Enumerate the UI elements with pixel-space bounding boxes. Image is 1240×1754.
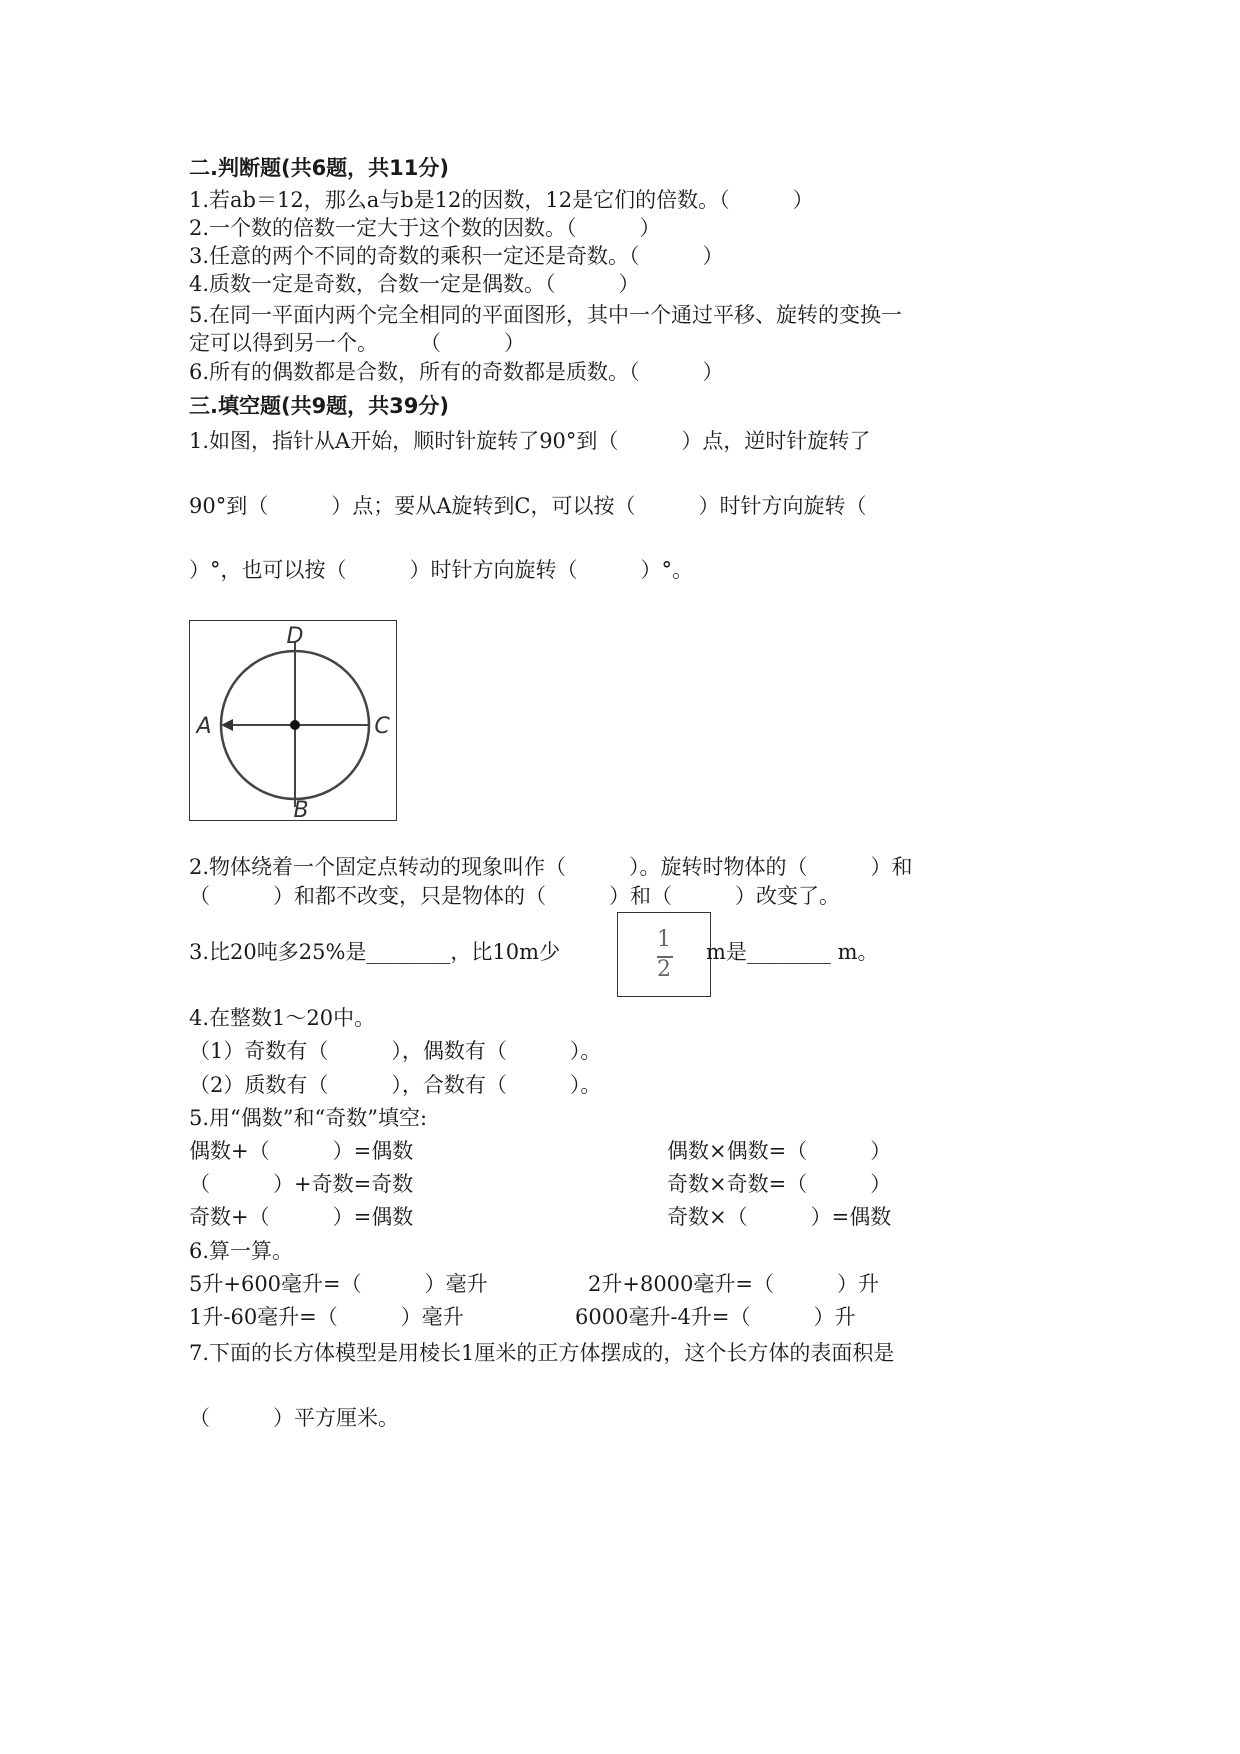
judge-item-2: 2.一个数的倍数一定大于这个数的因数。（ ） <box>189 216 661 240</box>
fill-q2-line2: （ ）和都不改变，只是物体的（ ）和（ ）改变了。 <box>189 884 840 908</box>
judge-item-4: 4.质数一定是奇数，合数一定是偶数。（ ） <box>189 272 640 296</box>
fill-q6-left-1: 5升+600毫升=（ ）毫升 <box>189 1272 488 1296</box>
fill-q5-right-2: 奇数×奇数=（ ） <box>667 1172 892 1196</box>
fraction-box <box>617 912 711 997</box>
fill-q5-left-2: （ ）+奇数=奇数 <box>189 1172 414 1196</box>
circle-figure <box>189 620 397 821</box>
fill-q1-line3: ）°，也可以按（ ）时针方向旋转（ ）°。 <box>189 558 693 582</box>
fill-q4-part2: （2）质数有（ ），合数有（ ）。 <box>189 1073 602 1097</box>
label-d: D <box>286 624 304 649</box>
fill-q6-left-2: 1升-60毫升=（ ）毫升 <box>189 1305 464 1329</box>
fraction-numerator: 1 <box>657 927 671 952</box>
judge-item-3: 3.任意的两个不同的奇数的乘积一定还是奇数。（ ） <box>189 244 724 268</box>
judge-item-5-line1: 5.在同一平面内两个完全相同的平面图形，其中一个通过平移、旋转的变换一 <box>189 303 903 327</box>
center-dot <box>290 720 300 730</box>
fill-q2-line1: 2.物体绕着一个固定点转动的现象叫作（ ）。旋转时物体的（ ）和 <box>189 855 913 879</box>
label-a: A <box>196 714 212 739</box>
label-c: C <box>374 714 390 739</box>
fill-q7-line2: （ ）平方厘米。 <box>189 1406 399 1430</box>
fill-q6-title: 6.算一算。 <box>189 1239 294 1263</box>
fill-q1-line2: 90°到（ ）点；要从A旋转到C，可以按（ ）时针方向旋转（ <box>189 494 867 518</box>
fill-q5-left-3: 奇数+（ ）=偶数 <box>189 1205 414 1229</box>
fill-q7-line1: 7.下面的长方体模型是用棱长1厘米的正方体摆成的，这个长方体的表面积是 <box>189 1341 895 1365</box>
fill-q4-part1: （1）奇数有（ ），偶数有（ ）。 <box>189 1039 602 1063</box>
fill-q5-left-1: 偶数+（ ）=偶数 <box>189 1139 414 1163</box>
fill-q3-after: m是________ m。 <box>706 940 879 964</box>
fill-q5-right-1: 偶数×偶数=（ ） <box>667 1139 892 1163</box>
judge-item-6: 6.所有的偶数都是合数，所有的奇数都是质数。（ ） <box>189 360 724 384</box>
fill-q6-right-1: 2升+8000毫升=（ ）升 <box>588 1272 879 1296</box>
fill-q3-before: 3.比20吨多25%是________，比10m少 <box>189 940 561 964</box>
pointer-arrowhead <box>221 719 233 731</box>
judge-item-1: 1.若ab＝12，那么a与b是12的因数，12是它们的倍数。（ ） <box>189 188 814 212</box>
label-b: B <box>293 798 309 820</box>
fill-q4-title: 4.在整数1～20中。 <box>189 1006 376 1030</box>
section-2-heading: 二.判断题(共6题，共11分) <box>189 156 450 180</box>
fill-q1-line1: 1.如图，指针从A开始，顺时针旋转了90°到（ ）点，逆时针旋转了 <box>189 429 871 453</box>
section-3-heading: 三.填空题(共9题，共39分) <box>189 394 450 418</box>
fill-q5-title: 5.用“偶数”和“奇数”填空: <box>189 1106 428 1130</box>
circle-diagram <box>190 621 396 820</box>
fill-q6-right-2: 6000毫升-4升=（ ）升 <box>575 1305 856 1329</box>
judge-item-5-line2: 定可以得到另一个。 （ ） <box>189 331 525 355</box>
fraction-denominator: 2 <box>657 957 671 982</box>
fill-q5-right-3: 奇数×（ ）=偶数 <box>667 1205 892 1229</box>
